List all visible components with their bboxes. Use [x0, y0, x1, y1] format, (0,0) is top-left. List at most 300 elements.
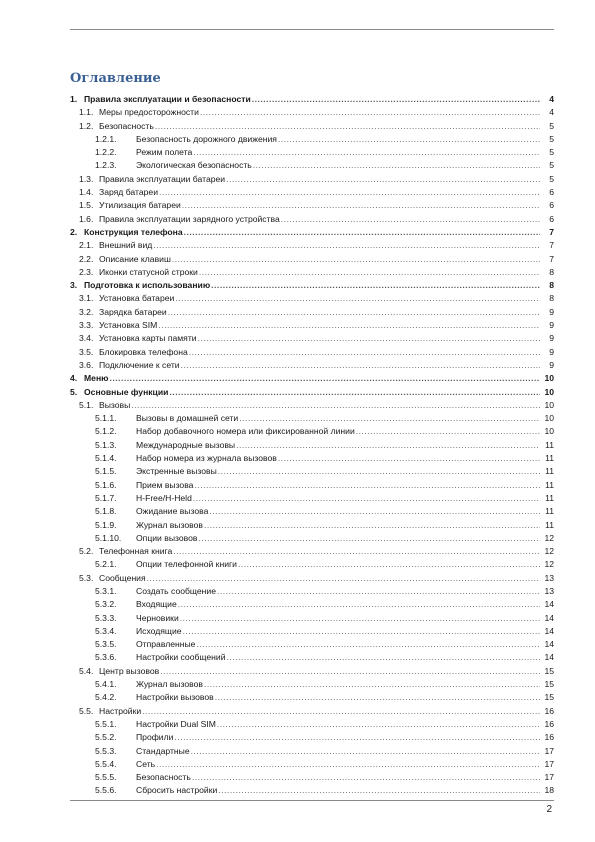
toc-entry[interactable] — [70, 213, 554, 226]
toc-entry-label: Установка SIM — [99, 319, 158, 332]
toc-entry-text — [136, 598, 540, 611]
dot-leader — [204, 519, 540, 532]
toc-entry[interactable] — [70, 678, 554, 691]
toc-entry-page: 17 — [544, 758, 554, 769]
toc-entry-number: 5.1.8. — [95, 506, 117, 517]
toc-entry[interactable] — [70, 359, 554, 372]
toc-title: Оглавление — [70, 71, 161, 86]
toc-entry-page: 16 — [544, 718, 554, 729]
toc-entry-page: 16 — [544, 732, 554, 743]
toc-entry[interactable] — [70, 186, 554, 199]
toc-entry-label: Международные вызовы — [136, 439, 236, 452]
toc-entry[interactable] — [70, 319, 554, 332]
toc-entry[interactable] — [70, 492, 554, 505]
toc-entry-number: 1.4. — [79, 187, 94, 198]
toc-entry-text — [136, 678, 540, 691]
toc-entry-label: Безопасность дорожного движения — [136, 133, 278, 146]
toc-entry-page: 17 — [544, 745, 554, 756]
toc-entry-label: Вызовы — [99, 399, 131, 412]
toc-entry-label: Безопасность — [99, 120, 155, 133]
toc-entry-label: Установка карты памяти — [99, 332, 198, 345]
toc-entry-text — [99, 186, 540, 199]
toc-entry-page: 11 — [545, 519, 554, 530]
toc-entry-label: Черновики — [136, 612, 180, 625]
toc-entry[interactable] — [70, 638, 554, 651]
toc-entry-label: Безопасность — [136, 771, 192, 784]
toc-entry-text — [136, 771, 540, 784]
toc-entry[interactable] — [70, 745, 554, 758]
toc-entry-label: Утилизация батареи — [99, 199, 182, 212]
toc-entry[interactable] — [70, 93, 554, 106]
toc-entry-page: 9 — [549, 359, 554, 370]
toc-entry-label: Сеть — [136, 758, 156, 771]
dot-leader — [198, 532, 540, 545]
toc-entry[interactable] — [70, 425, 554, 438]
toc-entry-label: Ожидание вызова — [136, 505, 209, 518]
dot-leader — [356, 425, 540, 438]
toc-entry-text — [136, 479, 540, 492]
toc-entry-page: 9 — [549, 320, 554, 331]
toc-entry[interactable] — [70, 346, 554, 359]
toc-entry-number: 1.5. — [79, 200, 94, 211]
toc-entry-label: Внешний вид — [99, 239, 153, 252]
toc-entry-page: 11 — [545, 439, 554, 450]
dot-leader — [184, 226, 540, 239]
toc-entry-label: Экологическая безопасность — [136, 159, 253, 172]
toc-entry[interactable] — [70, 771, 554, 784]
toc-entry[interactable] — [70, 505, 554, 518]
toc-entry-text — [136, 758, 540, 771]
toc-entry[interactable] — [70, 159, 554, 172]
toc-entry-number: 5.3.3. — [95, 612, 117, 623]
dot-leader — [192, 771, 540, 784]
toc-entry-page: 8 — [549, 266, 554, 277]
toc-entry-number: 1.2.2. — [95, 147, 117, 158]
dot-leader — [155, 120, 540, 133]
toc-entry-page: 13 — [544, 572, 554, 583]
toc-entry-label: Опции вызовов — [136, 532, 198, 545]
toc-entry-number: 5.5.5. — [95, 772, 117, 783]
toc-entry-number: 5.1.7. — [95, 492, 117, 503]
toc-entry[interactable] — [70, 266, 554, 279]
dot-leader — [215, 691, 540, 704]
toc-entry-number: 5.1.5. — [95, 466, 117, 477]
dot-leader — [142, 705, 540, 718]
toc-entry-page: 15 — [544, 692, 554, 703]
dot-leader — [253, 159, 540, 172]
toc-entry-page: 13 — [544, 585, 554, 596]
toc-entry[interactable] — [70, 545, 554, 558]
toc-entry-number: 3.2. — [79, 306, 94, 317]
toc-entry[interactable] — [70, 784, 554, 797]
toc-entry-number: 3.4. — [79, 333, 94, 344]
dot-leader — [209, 505, 540, 518]
toc-entry-page: 11 — [545, 453, 554, 464]
toc-entry-label: Исходящие — [136, 625, 183, 638]
toc-entry-text — [99, 545, 540, 558]
toc-entry[interactable] — [70, 585, 554, 598]
toc-entry-label: Настройки сообщений — [136, 651, 227, 664]
toc-entry[interactable] — [70, 665, 554, 678]
toc-entry-page: 6 — [549, 187, 554, 198]
toc-entry-label: Телефонная книга — [99, 545, 173, 558]
dot-leader — [239, 412, 540, 425]
dot-leader — [180, 612, 540, 625]
toc-entry[interactable] — [70, 612, 554, 625]
toc-entry-number: 5.5.2. — [95, 732, 117, 743]
toc-entry[interactable] — [70, 412, 554, 425]
toc-entry-text — [99, 106, 540, 119]
dot-leader — [218, 784, 540, 797]
toc-entry-label: Режим полета — [136, 146, 193, 159]
toc-entry-number: 3. — [70, 280, 78, 291]
toc-entry-text — [136, 452, 540, 465]
toc-entry-number: 5.1.9. — [95, 519, 117, 530]
toc-entry-label: Правила эксплуатации и безопасности — [84, 93, 252, 106]
dot-leader — [252, 93, 540, 106]
toc-entry-label: Настройки вызовов — [136, 691, 215, 704]
toc-entry-number: 4. — [70, 373, 78, 384]
toc-entry-page: 11 — [545, 506, 554, 517]
toc-entry-page: 4 — [549, 107, 554, 118]
toc-entry-text — [136, 558, 540, 571]
dot-leader — [158, 319, 540, 332]
toc-entry-text — [99, 572, 540, 585]
toc-entry-label: Отправленные — [136, 638, 196, 651]
toc-entry[interactable] — [70, 199, 554, 212]
toc-entry[interactable] — [70, 332, 554, 345]
toc-entry-label: Зарядка батареи — [99, 306, 168, 319]
toc-entry[interactable] — [70, 106, 554, 119]
toc-entry-label: Настройки — [99, 705, 142, 718]
toc-entry-number: 5.5.1. — [95, 718, 117, 729]
dot-leader — [173, 545, 540, 558]
footer-rule — [70, 800, 554, 801]
toc-entry-text — [99, 665, 540, 678]
dot-leader — [199, 266, 540, 279]
toc-entry[interactable] — [70, 705, 554, 718]
toc-entry-label: Настройки Dual SIM — [136, 718, 217, 731]
toc-entry-text — [84, 93, 540, 106]
toc-entry-text — [136, 146, 540, 159]
toc-entry-page: 14 — [544, 652, 554, 663]
toc-entry-number: 5.1.6. — [95, 479, 117, 490]
toc-entry[interactable] — [70, 306, 554, 319]
toc-entry[interactable] — [70, 292, 554, 305]
toc-entry-text — [84, 372, 540, 385]
toc-entry-label: Вызовы в домашней сети — [136, 412, 239, 425]
toc-entry-number: 5.3.1. — [95, 585, 117, 596]
toc-entry-text — [99, 292, 540, 305]
toc-entry-text — [136, 439, 540, 452]
toc-entry[interactable] — [70, 239, 554, 252]
toc-entry-page: 10 — [544, 413, 554, 424]
toc-entry[interactable] — [70, 439, 554, 452]
dot-leader — [131, 399, 540, 412]
dot-leader — [174, 731, 540, 744]
toc-entry-text — [136, 691, 540, 704]
toc-entry-page: 5 — [549, 133, 554, 144]
toc-entry-label: Установка батареи — [99, 292, 175, 305]
toc-entry-label: Прием вызова — [136, 479, 194, 492]
toc-entry[interactable] — [70, 173, 554, 186]
toc-entry-page: 12 — [544, 559, 554, 570]
toc-entry[interactable] — [70, 519, 554, 532]
toc-entry-text — [99, 332, 540, 345]
toc-entry-number: 2.3. — [79, 266, 94, 277]
toc-entry-number: 5.4. — [79, 665, 94, 676]
toc-entry[interactable] — [70, 452, 554, 465]
toc-entry-page: 6 — [549, 213, 554, 224]
toc-entry-label: Блокировка телефона — [99, 346, 189, 359]
dot-leader — [281, 213, 540, 226]
toc-entry-number: 3.6. — [79, 359, 94, 370]
toc-entry-label: H-Free/H-Held — [136, 492, 193, 505]
toc-entry-label: Основные функции — [84, 386, 169, 399]
toc-entry-number: 5.1.4. — [95, 453, 117, 464]
toc-entry-text — [84, 386, 540, 399]
toc-entry-label: Иконки статусной строки — [99, 266, 199, 279]
dot-leader — [169, 386, 540, 399]
toc-entry-label: Набор добавочного номера или фиксированной линии — [136, 425, 356, 438]
toc-entry-text — [99, 319, 540, 332]
toc-entry-text — [136, 532, 540, 545]
page-number: 2 — [546, 804, 552, 815]
toc-entry-text — [99, 399, 540, 412]
toc-entry-number: 5.3.2. — [95, 599, 117, 610]
toc-entry-number: 2.1. — [79, 240, 94, 251]
toc-entry[interactable] — [70, 532, 554, 545]
toc-entry-page: 11 — [545, 466, 554, 477]
toc-entry-page: 9 — [549, 333, 554, 344]
toc-entry[interactable] — [70, 253, 554, 266]
toc-entry-number: 5.3. — [79, 572, 94, 583]
dot-leader — [217, 585, 540, 598]
toc-entry-text — [136, 159, 540, 172]
toc-entry-text — [99, 239, 540, 252]
toc-entry-text — [136, 784, 540, 797]
toc-entry-page: 18 — [544, 785, 554, 796]
dot-leader — [196, 638, 540, 651]
toc-entry-label: Создать сообщение — [136, 585, 217, 598]
toc-entry-number: 5. — [70, 386, 78, 397]
toc-entry-text — [84, 226, 540, 239]
toc-entry-page: 5 — [549, 160, 554, 171]
toc-entry-text — [99, 253, 540, 266]
toc-entry-label: Центр вызовов — [99, 665, 160, 678]
toc-entry[interactable] — [70, 465, 554, 478]
toc-entry[interactable] — [70, 479, 554, 492]
dot-leader — [183, 625, 540, 638]
toc-entry[interactable] — [70, 279, 554, 292]
toc-entry-page: 14 — [544, 625, 554, 636]
toc-entry-page: 10 — [544, 373, 554, 384]
toc-entry-label: Опции телефонной книги — [136, 558, 238, 571]
dot-leader — [218, 465, 540, 478]
toc-entry-number: 5.4.1. — [95, 679, 117, 690]
dot-leader — [178, 598, 540, 611]
toc-entry-number: 1.2. — [79, 120, 94, 131]
toc-entry-page: 16 — [544, 705, 554, 716]
toc-entry-number: 3.3. — [79, 320, 94, 331]
toc-entry-label: Сбросить настройки — [136, 784, 218, 797]
toc-entry-text — [84, 279, 540, 292]
toc-entry-label: Экстренные вызовы — [136, 465, 218, 478]
toc-entry[interactable] — [70, 718, 554, 731]
toc-entry-text — [99, 705, 540, 718]
toc-entry-number: 2. — [70, 226, 78, 237]
toc-entry-label: Меры предосторожности — [99, 106, 200, 119]
toc-entry[interactable] — [70, 226, 554, 239]
toc-entry-page: 9 — [549, 346, 554, 357]
toc-entry[interactable] — [70, 399, 554, 412]
dot-leader — [198, 332, 540, 345]
toc-entry-page: 9 — [549, 306, 554, 317]
toc-entry[interactable] — [70, 598, 554, 611]
toc-entry-text — [99, 359, 540, 372]
toc-entry-number: 5.1.2. — [95, 426, 117, 437]
toc-entry-text — [136, 612, 540, 625]
toc-entry-number: 5.1. — [79, 399, 94, 410]
toc-entry-number: 5.3.4. — [95, 625, 117, 636]
toc-entry-page: 15 — [544, 665, 554, 676]
toc-entry-text — [136, 585, 540, 598]
toc-entry-label: Сообщения — [99, 572, 147, 585]
toc-entry-text — [136, 731, 540, 744]
toc-entry-number: 1.2.1. — [95, 133, 117, 144]
dot-leader — [181, 359, 540, 372]
toc-entry-label: Конструкция телефона — [84, 226, 184, 239]
toc-entry-text — [136, 133, 540, 146]
toc-entry-number: 5.3.6. — [95, 652, 117, 663]
dot-leader — [193, 492, 540, 505]
toc-entry[interactable] — [70, 758, 554, 771]
dot-leader — [194, 479, 540, 492]
toc-entry[interactable] — [70, 133, 554, 146]
toc-entry-page: 14 — [544, 612, 554, 623]
toc-entry-number: 1.6. — [79, 213, 94, 224]
toc-entry-label: Описание клавиш — [99, 253, 172, 266]
toc-entry-number: 5.5.3. — [95, 745, 117, 756]
toc-entry-text — [136, 505, 540, 518]
toc-entry-page: 7 — [549, 240, 554, 251]
toc-entry-text — [136, 519, 540, 532]
toc-entry-label: Стандартные — [136, 745, 191, 758]
dot-leader — [175, 292, 540, 305]
toc-entry-page: 5 — [549, 147, 554, 158]
toc-entry-text — [99, 213, 540, 226]
toc-entry-number: 1.1. — [79, 107, 94, 118]
dot-leader — [200, 106, 540, 119]
toc-entry[interactable] — [70, 146, 554, 159]
toc-entry-page: 5 — [549, 173, 554, 184]
dot-leader — [160, 665, 540, 678]
toc-entry-label: Правила эксплуатации зарядного устройства — [99, 213, 281, 226]
toc-entry-page: 10 — [544, 386, 554, 397]
dot-leader — [211, 279, 540, 292]
toc-entry-page: 12 — [544, 532, 554, 543]
toc-entry[interactable] — [70, 372, 554, 385]
dot-leader — [156, 758, 540, 771]
toc-entry-text — [136, 625, 540, 638]
toc-entry-text — [99, 199, 540, 212]
table-of-contents — [70, 93, 554, 798]
toc-entry-text — [136, 425, 540, 438]
toc-entry-number: 5.5.6. — [95, 785, 117, 796]
toc-entry-number: 3.1. — [79, 293, 94, 304]
dot-leader — [204, 678, 540, 691]
toc-entry[interactable] — [70, 120, 554, 133]
toc-entry-number: 5.1.10. — [95, 532, 122, 543]
toc-entry-label: Подготовка к использованию — [84, 279, 211, 292]
toc-entry-page: 8 — [549, 280, 554, 291]
toc-entry-label: Журнал вызовов — [136, 678, 204, 691]
toc-entry-number: 2.2. — [79, 253, 94, 264]
toc-entry[interactable] — [70, 558, 554, 571]
toc-entry-label: Журнал вызовов — [136, 519, 204, 532]
toc-entry-text — [99, 173, 540, 186]
toc-entry-label: Меню — [84, 372, 109, 385]
toc-entry-number: 1.2.3. — [95, 160, 117, 171]
toc-entry-number: 3.5. — [79, 346, 94, 357]
toc-entry-page: 12 — [544, 546, 554, 557]
toc-entry-text — [136, 718, 540, 731]
dot-leader — [238, 558, 540, 571]
toc-entry-page: 6 — [549, 200, 554, 211]
toc-entry-text — [136, 412, 540, 425]
toc-entry-number: 5.1.1. — [95, 413, 117, 424]
dot-leader — [189, 346, 540, 359]
toc-entry[interactable] — [70, 625, 554, 638]
toc-entry[interactable] — [70, 386, 554, 399]
dot-leader — [227, 651, 540, 664]
toc-entry-number: 5.5. — [79, 705, 94, 716]
dot-leader — [193, 146, 540, 159]
dot-leader — [109, 372, 540, 385]
toc-entry[interactable] — [70, 572, 554, 585]
toc-entry-number: 5.1.3. — [95, 439, 117, 450]
toc-entry-label: Профили — [136, 731, 174, 744]
dot-leader — [147, 572, 540, 585]
toc-entry-label: Подключение к сети — [99, 359, 181, 372]
toc-entry-page: 17 — [544, 772, 554, 783]
toc-entry-page: 4 — [549, 94, 554, 104]
toc-entry-number: 1. — [70, 94, 78, 104]
toc-entry-page: 8 — [549, 293, 554, 304]
toc-entry[interactable] — [70, 731, 554, 744]
toc-entry-text — [136, 465, 540, 478]
toc-entry-text — [136, 651, 540, 664]
toc-entry-number: 5.2. — [79, 546, 94, 557]
toc-entry[interactable] — [70, 651, 554, 664]
toc-entry-label: Набор номера из журнала вызовов — [136, 452, 278, 465]
dot-leader — [278, 133, 540, 146]
toc-entry-text — [136, 745, 540, 758]
toc-entry-page: 14 — [544, 639, 554, 650]
toc-entry-label: Входящие — [136, 598, 178, 611]
toc-entry[interactable] — [70, 691, 554, 704]
toc-entry-text — [99, 346, 540, 359]
toc-entry-text — [99, 306, 540, 319]
dot-leader — [191, 745, 540, 758]
toc-entry-label: Заряд батареи — [99, 186, 159, 199]
dot-leader — [217, 718, 540, 731]
toc-entry-page: 10 — [544, 426, 554, 437]
toc-entry-page: 15 — [544, 679, 554, 690]
dot-leader — [182, 199, 540, 212]
toc-entry-text — [136, 638, 540, 651]
toc-entry-text — [99, 266, 540, 279]
